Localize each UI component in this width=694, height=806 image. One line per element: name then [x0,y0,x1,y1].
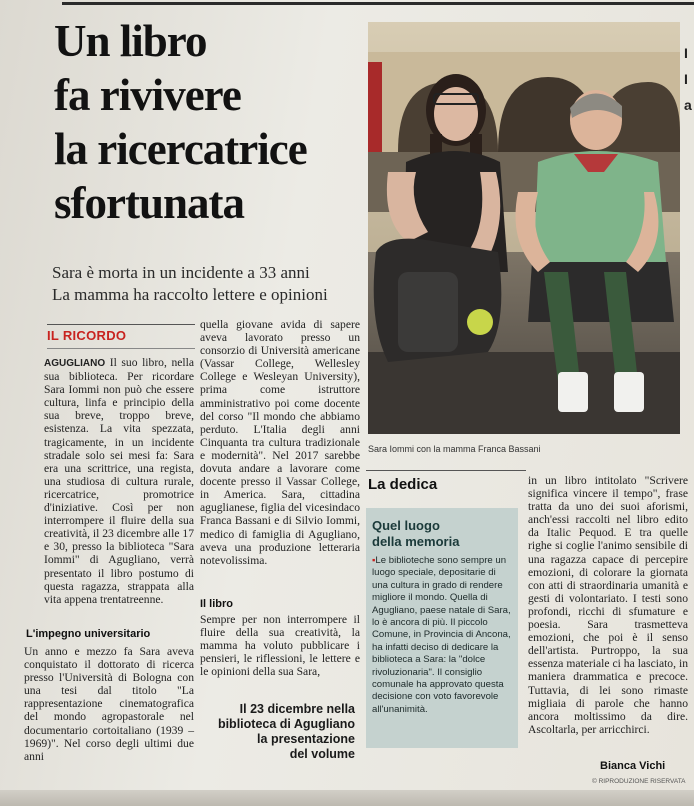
article-column-1b: Un anno e mezzo fa Sara aveva conquistato il dottorato di ricerca presso l'Università di Bologna con una tesi dal titolo "La rappresentazione cinematografica del mondo agropastorale nel documentario cortoitaliano (1939 – 1969)". Nel corso degli ultimi due anni [24,645,194,763]
photo-illustration [368,22,680,434]
subheadline [52,262,372,306]
article-column-2: quella giovane avida di sapere aveva lavorato presso un consorzio di Università americane (Vassar College, Wellesley College e Wesleyan University), prima come istruttore amministrativo poi come docente del corso "Il mondo che abbiamo perduto. L'Italia degli anni Cinquanta tra cultura tradizionale e modernità". Nel 2017 sarebbe dovuta andare a lavorare come docente presso il Vassar College, in America. Sara, cittadina aguglianese, figlia del vicesindaco Franca Bassani e di Silvio Iommi, medico di famiglia di Agugliano, aveva una produzione letteraria notevolissima. [200,318,360,567]
subhead-line: La mamma ha raccolto lettere e opinioni [52,285,328,304]
sidebar-title-line: della memoria [372,534,460,549]
article-photo [368,22,680,434]
bullet-icon: ▪ [372,555,376,566]
divider [47,348,195,349]
divider [47,324,195,325]
page-bottom-edge [0,790,694,806]
headline-line: la ricercatrice [54,124,307,174]
section-label: IL RICORDO [47,328,127,343]
headline-line: fa rivivere [54,70,241,120]
fragment-glyph: a [684,97,692,113]
fragment-glyph: I [684,45,688,61]
photo-caption: Sara Iommi con la mamma Franca Bassani [368,444,541,454]
pull-quote-line: la presentazione [257,732,355,746]
article-column-1 [44,356,194,606]
sidebar-title [372,518,512,550]
headline-line: Un libro [54,16,207,66]
divider [366,470,526,471]
sidebar-title-line: Quel luogo [372,518,440,533]
pull-quote-line: biblioteca di Agugliano [217,717,355,731]
author-signature: Bianca Vichi [600,760,666,772]
subhead-line: Sara è morta in un incidente a 33 anni [52,263,310,282]
headline-line: sfortunata [54,178,244,228]
sidebar-box [366,508,518,748]
pull-quote [205,702,355,762]
top-rule [62,2,694,5]
dateline: AGUGLIANO [44,358,106,369]
article-text: Il suo libro, nella sua biblioteca. Per ricordare Sara Iommi non può che essere cultura, linfa e principio della sua breve, troppo breve, esistenza. La vita spezzata, tragicamente, in un incidente stradale solo sei mesi fa: Sara era una scrittrice, una regista, una studiosa di cultura rurale, ricercatrice, promotrice d'iniziative. Così per non interrompere il fluire della sua creatività, il 23 dicembre alle 17 e 30, presso la biblioteca "Sara Iommi" di Agugliano, verrà presentato il libro postumo di questa ragazza, strappata alla vita appena trentatreenne. [44,356,195,606]
article-column-3: in un libro intitolato "Scrivere significa vincere il tempo", frase tratta da uno dei suoi aforismi, anch'essi raccolti nel libro edito da Italic Pequod. E tra quelle righe si coglie l'animo sensibile di una ragazza capace di percepire emozioni, di colorare la giornata con atti di straordinaria umanità e gesti di volontariato. I testi sono profondi, ricchi di sfumature e poesia. Sara trasmetteva emozioni, che poi è il senso dell'artista. Purtroppo, la sua essenza materiale ci ha lasciato, in maniera drammatica e precoce. Tuttavia, di lei sono rimaste migliaia di parole che hanno ancora moltissimo da dire. Ascoltarla, per arricchirci. [528,474,688,736]
pull-quote-line: del volume [289,747,355,761]
copyright-notice: © RIPRODUZIONE RISERVATA [592,778,686,785]
fragment-glyph: I [684,71,688,87]
sidebar-body [372,555,512,716]
pull-quote-line: Il 23 dicembre nella [239,702,355,716]
article-column-2b: Sempre per non interrompere il fluire della sua creatività, la mamma ha voluto pubblicare i pensieri, le riflessioni, le lettere e le opinioni della sua Sara, [200,613,360,679]
subsection-title: Il libro [200,598,233,610]
section-heading: La dedica [368,476,438,493]
headline [54,14,374,230]
sidebar-text: Le biblioteche sono sempre un luogo speciale, depositarie di una cultura in grado di rendere migliore il mondo. Quella di Agugliano, paese natale di Sara, lo è ancora di più. Il piccolo Comune, in Provincia di Ancona, ha infatti deciso di dedicare la biblioteca a Sara: la "dolce rivoluzionaria". Il consiglio comunale ha approvato questa decisione con voto favorevole all'unanimità. [372,555,511,715]
subsection-title: L'impegno universitario [26,628,151,640]
adjacent-article-fragment [684,40,694,118]
